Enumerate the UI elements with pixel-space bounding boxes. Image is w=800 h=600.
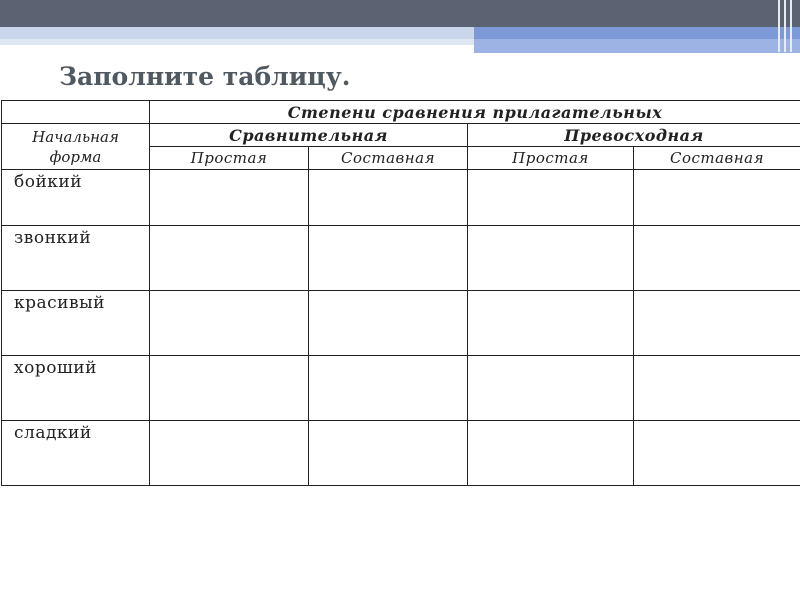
answer-cell[interactable] [150, 356, 309, 421]
top-band-white [0, 39, 474, 45]
base-form-header-line-1: Начальная [32, 127, 119, 146]
page-title: Заполните таблицу. [59, 62, 351, 91]
answer-cell[interactable] [468, 356, 634, 421]
subheader-superlative-simple: Простая [468, 147, 634, 170]
table-main-header: Степени сравнения прилагательных [150, 101, 800, 124]
answer-cell[interactable] [150, 421, 309, 486]
answer-cell[interactable] [150, 170, 309, 226]
table-row [2, 226, 800, 291]
answer-cell[interactable] [468, 226, 634, 291]
top-band-blue-inner [474, 27, 800, 39]
row-word: красивый [2, 291, 150, 356]
top-band-blue [474, 27, 800, 53]
answer-cell[interactable] [468, 421, 634, 486]
answer-cell[interactable] [309, 226, 468, 291]
answer-cell[interactable] [150, 226, 309, 291]
answer-cell[interactable] [309, 291, 468, 356]
corner-decoration [772, 0, 800, 52]
answer-cell[interactable] [150, 291, 309, 356]
comparison-table [1, 100, 800, 486]
group-header-comparative: Сравнительная [150, 124, 468, 147]
answer-cell[interactable] [309, 170, 468, 226]
group-header-superlative: Превосходная [468, 124, 800, 147]
row-word: сладкий [2, 421, 150, 486]
answer-cell[interactable] [634, 356, 800, 421]
answer-cell[interactable] [634, 226, 800, 291]
answer-cell[interactable] [309, 356, 468, 421]
table-row [2, 421, 800, 486]
table-row [2, 356, 800, 421]
answer-cell[interactable] [309, 421, 468, 486]
top-banner [0, 0, 800, 27]
answer-cell[interactable] [468, 170, 634, 226]
row-word: хороший [2, 356, 150, 421]
answer-cell[interactable] [634, 421, 800, 486]
base-form-header [2, 124, 150, 170]
subheader-comparative-compound: Составная [309, 147, 468, 170]
subheader-superlative-compound: Составная [634, 147, 800, 170]
table-row [2, 170, 800, 226]
answer-cell[interactable] [634, 291, 800, 356]
row-word: звонкий [2, 226, 150, 291]
base-form-header-line-2: форма [49, 147, 102, 166]
answer-cell[interactable] [634, 170, 800, 226]
subheader-comparative-simple: Простая [150, 147, 309, 170]
table-row [2, 291, 800, 356]
row-word: бойкий [2, 170, 150, 226]
answer-cell[interactable] [468, 291, 634, 356]
